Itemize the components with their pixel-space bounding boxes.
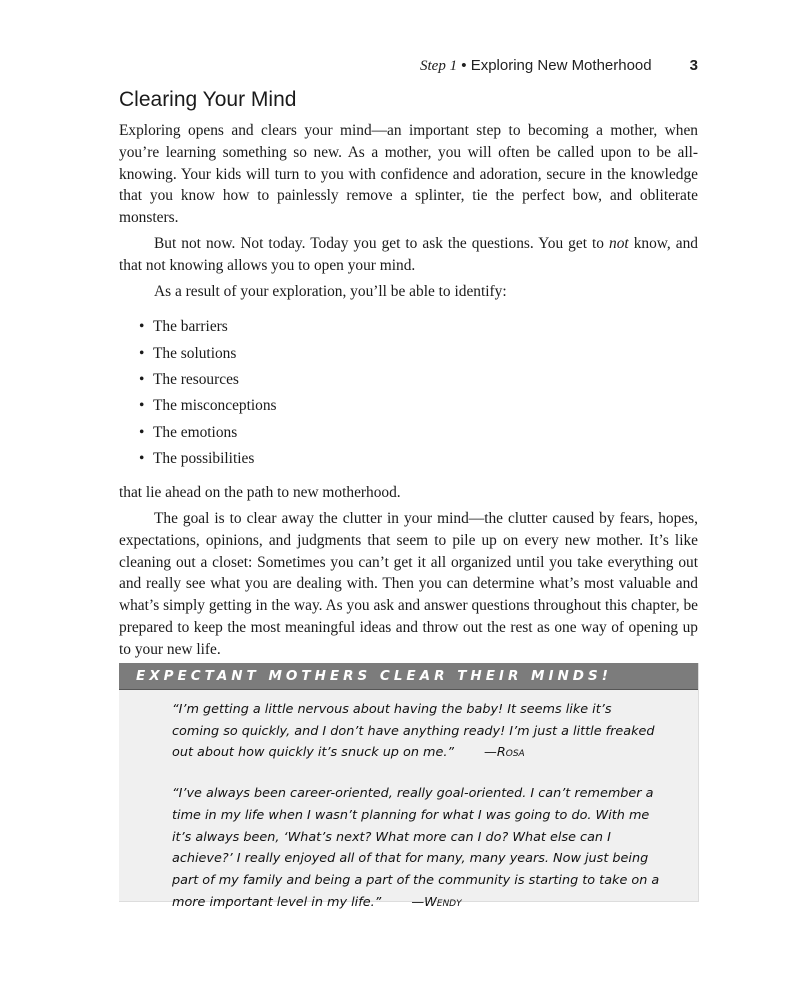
quote-attribution: —Wendy xyxy=(411,894,462,910)
quote-attribution: —Rosa xyxy=(484,745,525,761)
list-item xyxy=(139,420,698,446)
list-item xyxy=(139,314,698,340)
paragraph-1: Exploring opens and clears your mind—an important step to becoming a mother, when you’re learning something so new. As a mother, you will often be called upon to be all-knowing. Your kids will turn to you with confidence and adoration, secure in the knowledge that you know how to painlessly remove a splinter, tie the perfect bow, and obliterate monsters. xyxy=(119,122,698,227)
bullet-list xyxy=(119,314,698,472)
bullet-icon: • xyxy=(139,397,145,415)
paragraph-2-start: But not now. Not today. Today you get to ask the questions. You get to xyxy=(154,234,610,252)
page-number: 3 xyxy=(689,57,698,74)
list-item xyxy=(139,393,698,419)
sidebar-heading: EXPECTANT MOTHERS CLEAR THEIR MINDS! xyxy=(119,663,698,690)
bullet-icon: • xyxy=(139,370,145,388)
main-content xyxy=(119,88,698,661)
running-head xyxy=(420,57,698,75)
paragraph-5: The goal is to clear away the clutter in your mind—the clutter caused by fears, hopes, expectations, opinions, and judgments that seem to pile up on every new mother. It’s like cleaning out a closet: Sometimes you can’t get it all organized until you take everything out and really see what you are dealing with. Then you can determine what’s most valuable and what’s simply getting in the way. As you ask and answer questions throughout this chapter, be prepared to keep the most meaningful ideas and throw out the rest as one way of opening up to your new life. xyxy=(119,509,698,658)
quote-text: “I’m getting a little nervous about having the baby! It seems like it’s coming so quickly, and I don’t have anything ready! I’m just a little freaked out about how quickly it’s snuck up on me.” xyxy=(172,702,655,761)
list-item-text: The possibilities xyxy=(153,449,255,467)
bullet-icon: • xyxy=(139,423,145,441)
paragraph-2-end: know, and that not knowing allows you to open your mind. xyxy=(119,234,699,274)
bullet-icon: • xyxy=(139,449,145,467)
bullet-icon: • xyxy=(139,318,145,336)
paragraph-3: As a result of your exploration, you’ll be able to identify: xyxy=(154,282,507,300)
list-item-text: The barriers xyxy=(153,318,228,336)
paragraph-2 xyxy=(119,233,698,277)
bullet-icon: • xyxy=(139,344,145,362)
quote-sidebar xyxy=(119,663,699,910)
paragraph-4: that lie ahead on the path to new motherhood. xyxy=(119,484,401,502)
list-item-text: The resources xyxy=(153,370,239,388)
list-item xyxy=(139,341,698,367)
list-item-text: The solutions xyxy=(153,344,237,362)
step-label: Step 1 xyxy=(420,58,458,74)
header-separator: • xyxy=(461,57,467,74)
quote-rosa xyxy=(172,699,662,764)
list-item-text: The misconceptions xyxy=(153,397,277,415)
chapter-title: Exploring New Motherhood xyxy=(470,57,652,74)
list-item xyxy=(139,446,698,472)
quote-wendy xyxy=(172,783,662,913)
quote-text: “I’ve always been career-oriented, really goal-oriented. I can’t remember a time in my life when I wasn’t planning for what I was going to do. With me it’s always been, ‘What’s next? What more can I do? What else can I achieve?’ I really enjoyed all of that for many, many years. Now just being part of my family and being a part of the community is starting to take on a more important level in my life.” xyxy=(172,786,660,910)
list-item-text: The emotions xyxy=(153,423,238,441)
paragraph-2-emphasis: not xyxy=(609,234,629,252)
section-title: Clearing Your Mind xyxy=(119,88,297,111)
list-item xyxy=(139,367,698,393)
